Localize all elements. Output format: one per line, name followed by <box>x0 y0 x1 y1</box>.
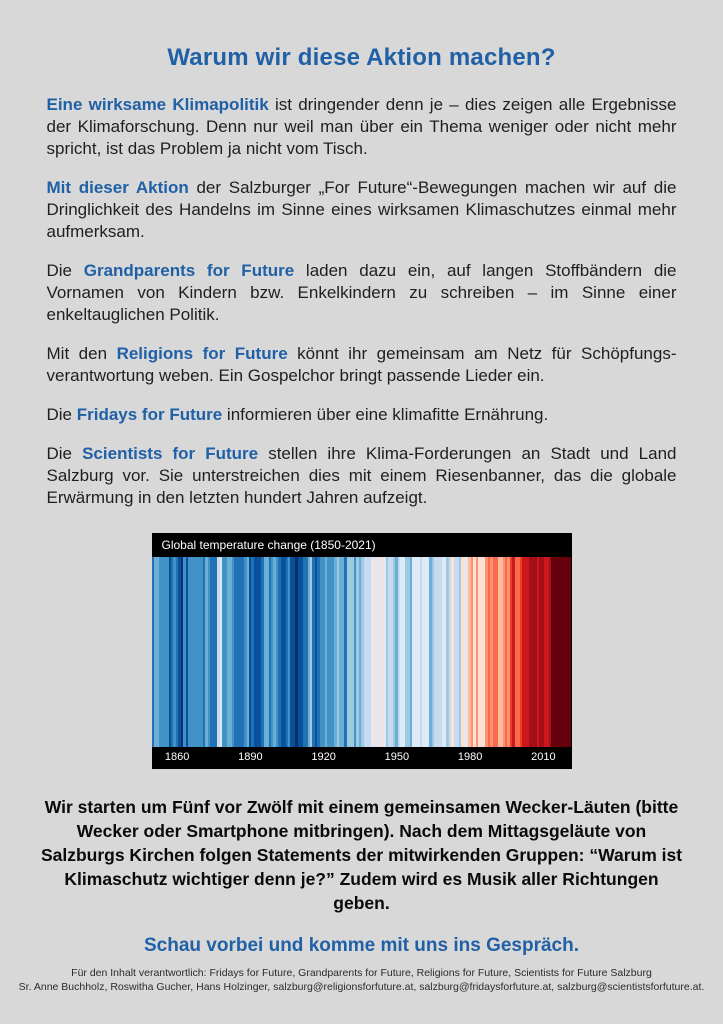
text-klimapolitik: ist dringender denn je – dies zeigen alle Ergebnisse der Klimaforschung. Denn nur weil man über ein Thema weniger oder nicht mehr spricht, ist das Problem ja nicht vom Tisch. <box>46 95 677 158</box>
closing-invitation: Schau vorbei und komme mit uns ins Gespräch. <box>144 935 579 956</box>
text-scientists-pre: Die <box>46 444 83 463</box>
axis-tick-label: 1890 <box>238 751 263 763</box>
axis-tick-label: 1860 <box>164 751 190 763</box>
lead-klimapolitik: Eine wirksame Klimapolitik <box>46 95 269 114</box>
axis-tick-label: 2010 <box>531 751 556 763</box>
axis-tick-label: 1950 <box>384 751 410 763</box>
closing-announcement: Wir starten um Fünf vor Zwölf mit einem gemeinsamen Wecker-Läuten (bitte Wecker oder Smartphone mitbringen). Nach dem Mittagsgeläute von Salzburgs Kirchen folgen Statements der mitwirkenden Gruppen: “Warum ist Klimaschutz wichtiger denn je?” Zudem wird es Musik aller Richtungen geben. <box>40 797 683 913</box>
paragraph-fridays <box>47 404 677 426</box>
body-text <box>47 94 677 509</box>
page-title: Warum wir diese Aktion machen? <box>167 44 556 71</box>
lead-scientists: Scientists for Future <box>82 444 259 463</box>
chart-x-axis <box>152 747 572 769</box>
warming-stripes-chart <box>152 533 572 769</box>
lead-grandparents: Grandparents for Future <box>83 261 295 280</box>
text-fridays-pre: Die <box>46 405 77 424</box>
stripes-plot <box>152 557 572 747</box>
paragraph-aktion <box>47 177 677 243</box>
text-scientists-post: stellen ihre Klima-Forderungen an Stadt und Land Salzburg vor. Sie unterstreichen dies mit einem Riesenbanner, das die globale Erwärmung in den letzten hundert Jahren aufzeigt. <box>46 444 677 507</box>
text-religions-post: könnt ihr gemeinsam am Netz für Schöpfungs-verantwortung weben. Ein Gospelchor bringt passende Lieder ein. <box>46 344 677 385</box>
paragraph-religions <box>47 343 677 387</box>
year-stripe-2021 <box>568 557 570 747</box>
text-grandparents-post: laden dazu ein, auf langen Stoffbändern die Vornamen von Kindern bzw. Enkelkindern zu schreiben – im Sinne einer enkeltauglichen Politik. <box>46 261 677 324</box>
paragraph-scientists <box>47 443 677 509</box>
axis-tick-label: 1920 <box>311 751 336 763</box>
lead-religions: Religions for Future <box>116 344 288 363</box>
lead-aktion: Mit dieser Aktion <box>46 178 189 197</box>
paragraph-klimapolitik <box>47 94 677 160</box>
text-aktion: der Salzburger „For Future“-Bewegungen machen wir auf die Dringlichkeit des Handelns im Sinne eines wirksamen Klimaschutzes einmal mehr aufmerksam. <box>46 178 677 241</box>
text-religions-pre: Mit den <box>46 344 117 363</box>
imprint-line-responsible: Für den Inhalt verantwortlich: Fridays for Future, Grandparents for Future, Religions for Future, Scientists for Future Salzburg <box>71 967 652 979</box>
lead-fridays: Fridays for Future <box>76 405 223 424</box>
chart-title: Global temperature change (1850-2021) <box>161 538 376 552</box>
text-fridays-post: informieren über eine klimafitte Ernährung. <box>222 405 549 424</box>
imprint-line-contacts: Sr. Anne Buchholz, Roswitha Gucher, Hans Holzinger, salzburg@religionsforfuture.at, salzburg@fridaysforfuture.at, salzburg@scientistsforfuture.at. <box>18 980 705 993</box>
axis-tick-label: 1980 <box>457 751 483 763</box>
text-grandparents-pre: Die <box>46 261 84 280</box>
imprint <box>0 967 723 994</box>
paragraph-grandparents <box>47 260 677 326</box>
